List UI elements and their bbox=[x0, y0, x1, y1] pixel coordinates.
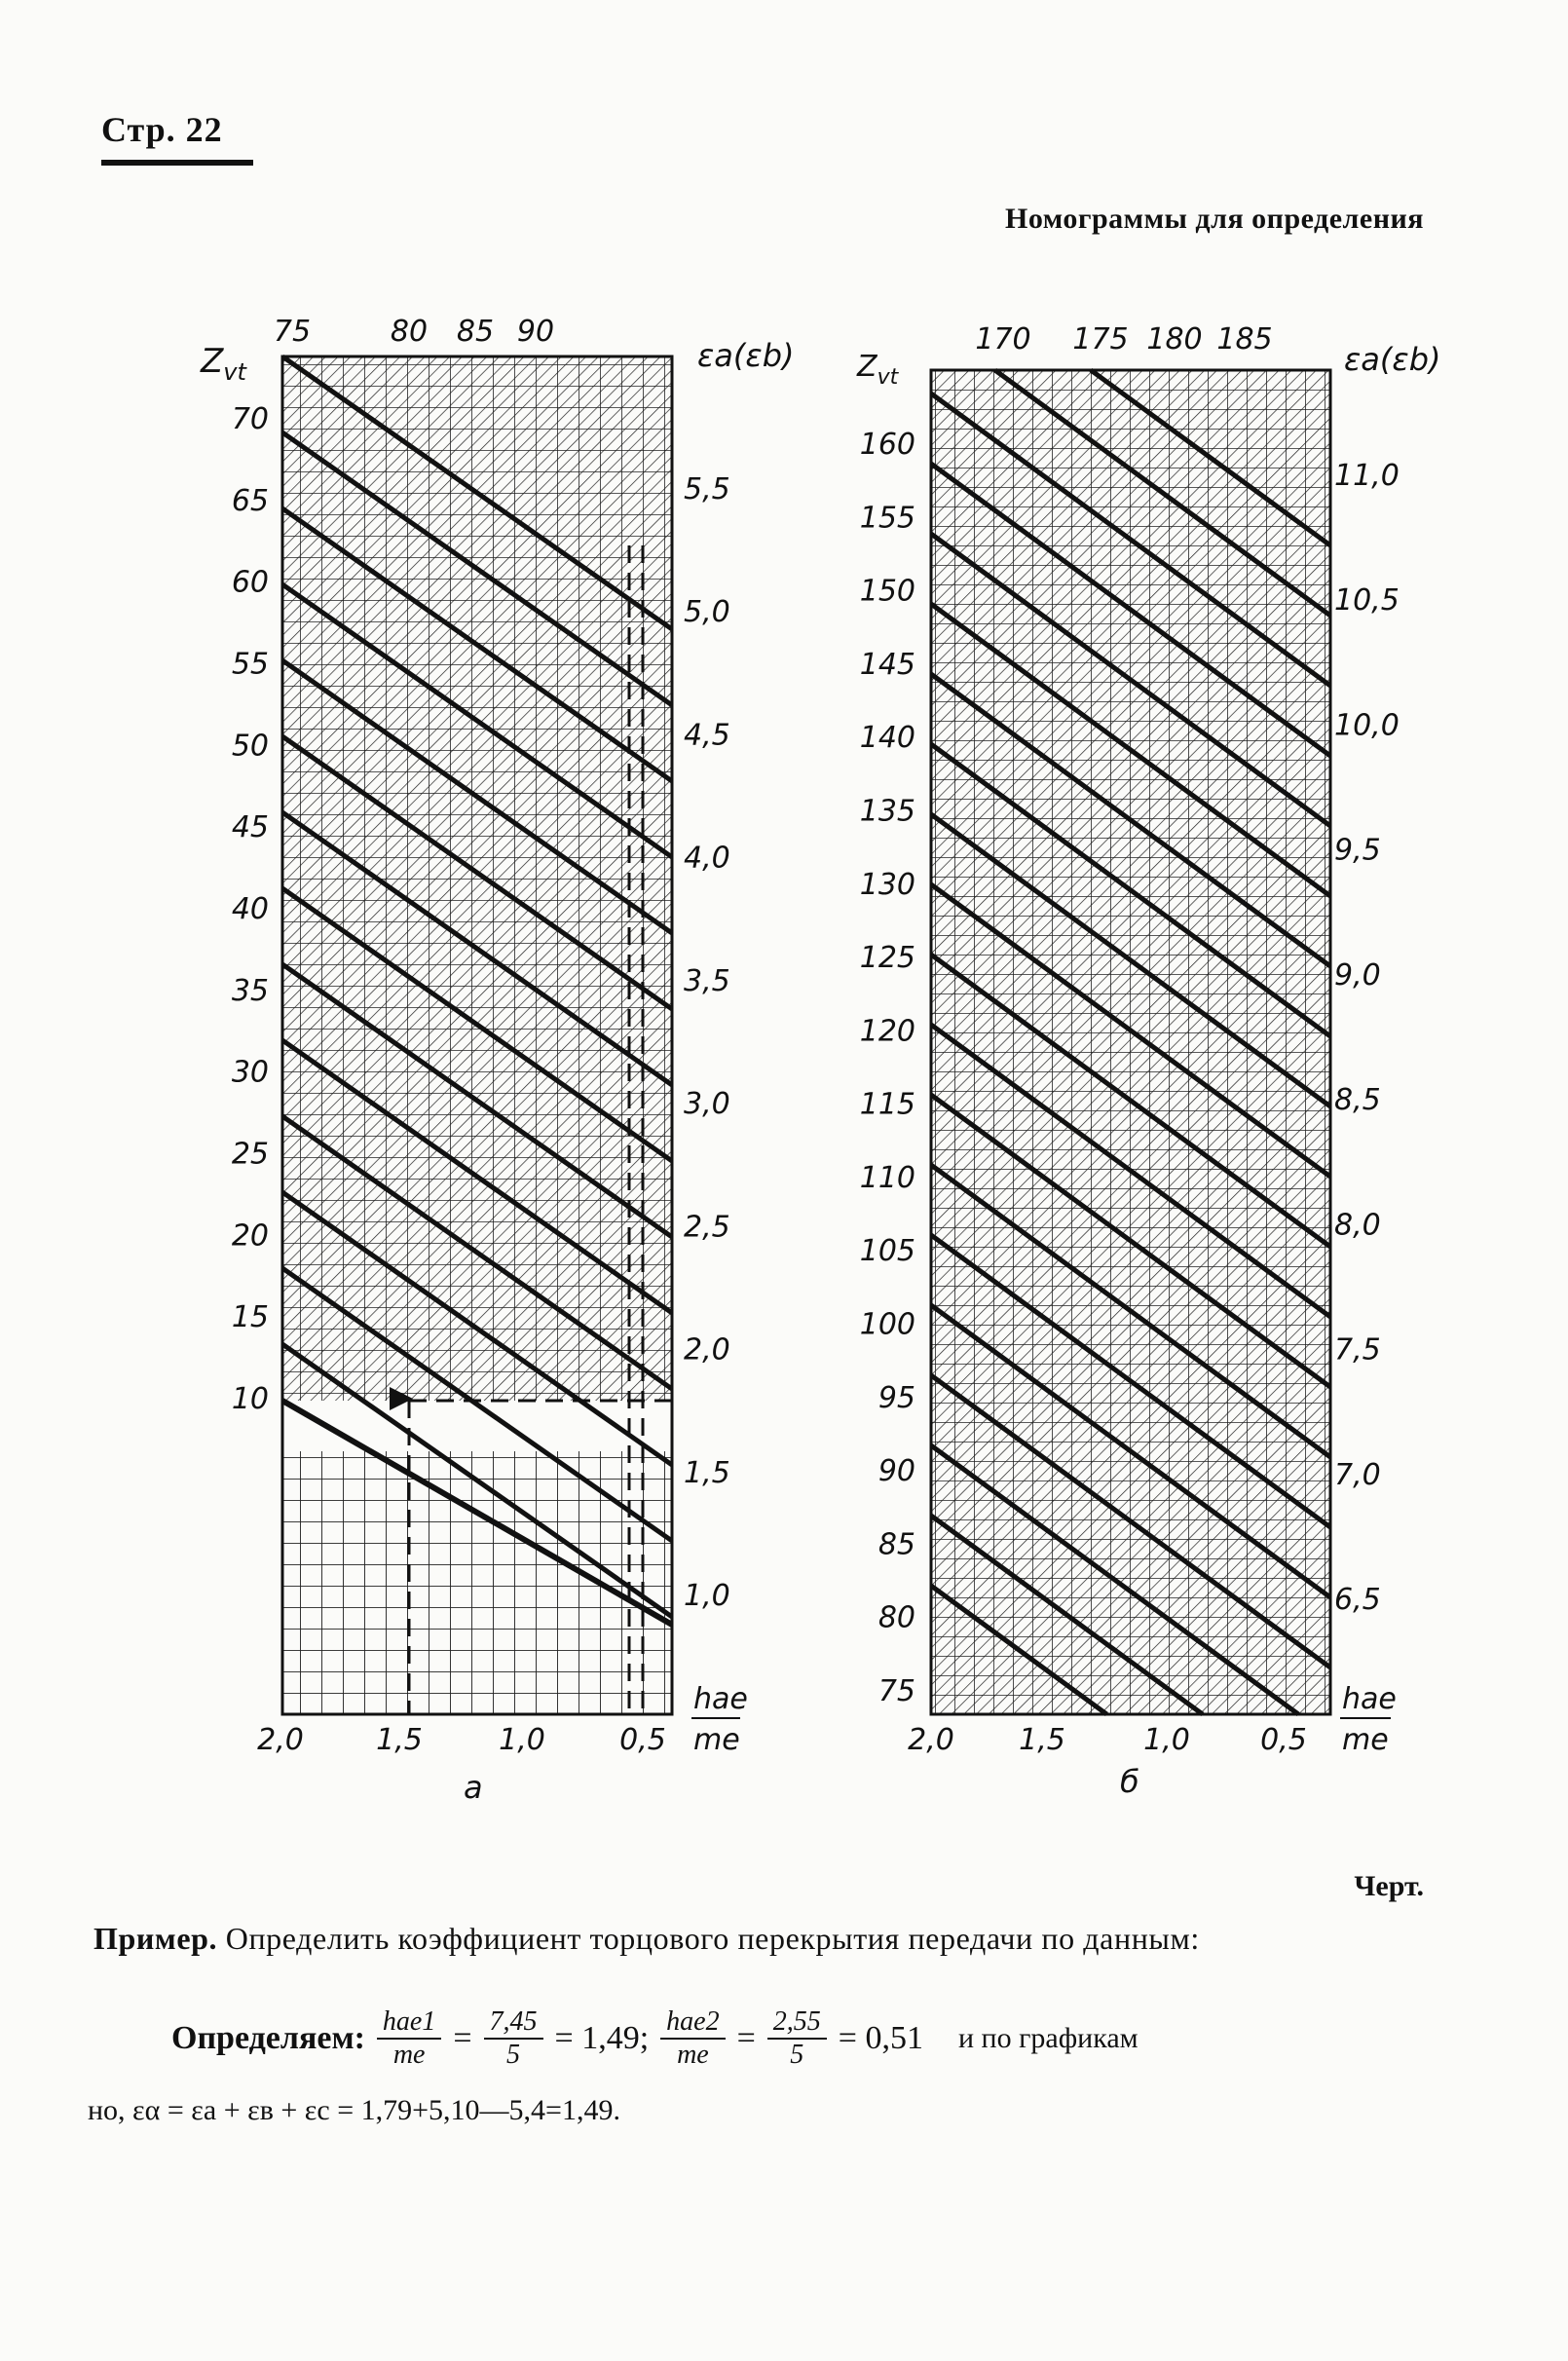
nomogram-a-epsilon-label: εa(εb) bbox=[697, 337, 795, 374]
nomogram-b-right-ticks bbox=[1334, 459, 1400, 1617]
nomogram-b-epsilon-label: εa(εb) bbox=[1344, 341, 1441, 378]
nomogram-b-caption: б bbox=[1120, 1763, 1139, 1800]
a-right-tick: 4,5 bbox=[684, 718, 730, 753]
example-paragraph bbox=[93, 1921, 1200, 1957]
b-left-tick: 115 bbox=[859, 1087, 915, 1122]
b-left-tick: 95 bbox=[877, 1380, 915, 1415]
b-top-tick: 170 bbox=[975, 322, 1031, 356]
b-top-tick: 175 bbox=[1072, 322, 1129, 356]
b-bottom-tick: 1,0 bbox=[1143, 1723, 1190, 1757]
a-top-tick: 80 bbox=[390, 315, 429, 349]
formula-lead: Определяем: bbox=[171, 2020, 365, 2056]
b-left-tick: 90 bbox=[877, 1454, 915, 1489]
nomogram-b-hae-label: hae bbox=[1342, 1682, 1397, 1716]
a-right-tick: 2,0 bbox=[684, 1332, 730, 1368]
a-left-tick: 55 bbox=[231, 647, 269, 682]
fraction-hae1-me: $\frac{\text{hae1}}{me}$ bbox=[377, 2006, 441, 2071]
b-right-tick: 10,0 bbox=[1334, 708, 1400, 743]
page-number: Стр. 22 bbox=[101, 110, 223, 149]
nomogram-a-plain-grid bbox=[282, 1451, 672, 1714]
b-left-tick: 145 bbox=[859, 647, 915, 682]
equals-sign: = bbox=[453, 2020, 472, 2056]
a-bottom-tick: 1,5 bbox=[376, 1723, 423, 1757]
b-right-tick: 11,0 bbox=[1334, 459, 1400, 493]
nomogram-a-z-label: $Z_{vt}$ bbox=[201, 342, 246, 386]
a-right-tick: 1,5 bbox=[684, 1455, 730, 1490]
b-bottom-tick: 1,5 bbox=[1019, 1723, 1065, 1757]
nomogram-b bbox=[856, 322, 1440, 1800]
a-left-tick: 65 bbox=[231, 483, 269, 518]
b-right-tick: 8,5 bbox=[1334, 1083, 1381, 1118]
a-left-tick: 70 bbox=[231, 402, 269, 436]
a-right-tick: 3,5 bbox=[684, 963, 730, 998]
a-top-tick: 75 bbox=[273, 315, 312, 349]
a-left-tick: 15 bbox=[231, 1300, 269, 1335]
b-right-tick: 7,0 bbox=[1334, 1457, 1381, 1492]
a-left-tick: 40 bbox=[231, 892, 269, 926]
b-left-tick: 80 bbox=[877, 1600, 915, 1635]
b-right-tick: 7,5 bbox=[1334, 1332, 1381, 1368]
example-text: Определить коэффициент торцового перекрытия передачи по данным: bbox=[225, 1921, 1200, 1956]
fraction-2-55-5: $\frac{2,55}{5}$ bbox=[767, 2006, 827, 2071]
a-left-tick: 45 bbox=[231, 810, 269, 845]
b-right-tick: 6,5 bbox=[1334, 1583, 1381, 1617]
nomogram-b-top-ticks bbox=[975, 322, 1272, 356]
b-left-tick: 85 bbox=[877, 1527, 915, 1562]
b-left-tick: 155 bbox=[859, 501, 915, 536]
b-right-tick: 8,0 bbox=[1334, 1208, 1381, 1243]
nomogram-a-hae-label: hae bbox=[693, 1682, 748, 1716]
a-bottom-tick: 2,0 bbox=[257, 1723, 304, 1757]
a-bottom-tick: 0,5 bbox=[619, 1723, 666, 1757]
nomogram-a-right-ticks bbox=[684, 472, 730, 1613]
a-top-tick: 85 bbox=[456, 315, 495, 349]
a-right-tick: 2,5 bbox=[684, 1210, 730, 1245]
section-heading: Номограммы для определения bbox=[1005, 203, 1424, 235]
figure-label: Черт. bbox=[1354, 1870, 1424, 1902]
a-left-tick: 60 bbox=[231, 565, 269, 600]
a-right-tick: 4,0 bbox=[684, 841, 730, 876]
b-right-tick: 9,5 bbox=[1334, 833, 1381, 868]
equals-sign-2: = bbox=[736, 2020, 756, 2056]
a-right-tick: 1,0 bbox=[684, 1579, 730, 1613]
result-line: но, εα = εa + εв + εc = 1,79+5,10—5,4=1,49. bbox=[88, 2094, 620, 2126]
b-right-tick: 9,0 bbox=[1334, 957, 1381, 993]
formula-tail: и по графикам bbox=[957, 2022, 1139, 2054]
b-left-tick: 125 bbox=[859, 941, 915, 976]
b-top-tick: 185 bbox=[1216, 322, 1273, 356]
b-left-tick: 160 bbox=[859, 428, 915, 462]
a-right-tick: 5,5 bbox=[684, 472, 730, 506]
a-left-tick: 20 bbox=[231, 1218, 269, 1254]
a-left-tick: 30 bbox=[231, 1055, 269, 1090]
b-left-tick: 150 bbox=[859, 574, 915, 609]
b-right-tick: 10,5 bbox=[1334, 583, 1400, 618]
b-left-tick: 75 bbox=[877, 1674, 915, 1708]
b-left-tick: 130 bbox=[859, 867, 915, 902]
b-left-tick: 110 bbox=[859, 1160, 915, 1195]
example-lead: Пример. bbox=[93, 1921, 218, 1956]
nomogram-a-left-ticks bbox=[232, 402, 269, 1416]
b-left-tick: 105 bbox=[859, 1234, 915, 1269]
a-right-tick: 5,0 bbox=[684, 595, 730, 630]
fraction-7-45-5: $\frac{7,45}{5}$ bbox=[484, 2006, 543, 2071]
a-top-tick: 90 bbox=[516, 315, 555, 349]
b-left-tick: 100 bbox=[859, 1307, 915, 1342]
b-left-tick: 140 bbox=[859, 721, 915, 756]
nomogram-a-top-ticks bbox=[274, 315, 554, 349]
a-left-tick: 50 bbox=[231, 729, 269, 764]
a-left-tick: 10 bbox=[231, 1382, 269, 1416]
nomogram-b-z-label: $Z_{vt}$ bbox=[857, 350, 899, 390]
a-left-tick: 35 bbox=[231, 973, 269, 1008]
a-right-tick: 3,0 bbox=[684, 1087, 730, 1122]
b-bottom-tick: 0,5 bbox=[1260, 1723, 1307, 1757]
fraction-hae2-me: $\frac{\text{hae2}}{me}$ bbox=[660, 2006, 725, 2071]
formula-line bbox=[171, 2006, 1139, 2071]
b-left-tick: 135 bbox=[859, 794, 915, 829]
nomogram-b-me-label: me bbox=[1342, 1723, 1389, 1757]
b-left-tick: 120 bbox=[859, 1014, 915, 1049]
result-2: = 0,51 bbox=[838, 2020, 923, 2056]
nomogram-a-me-label: me bbox=[693, 1723, 740, 1757]
nomogram-a-caption: а bbox=[464, 1769, 483, 1806]
nomogram-b-bottom-ticks bbox=[908, 1723, 1307, 1757]
nomogram-a-bottom-ticks bbox=[257, 1723, 666, 1757]
a-bottom-tick: 1,0 bbox=[499, 1723, 545, 1757]
nomogram-b-left-ticks bbox=[860, 428, 915, 1708]
result-1: = 1,49; bbox=[554, 2020, 650, 2056]
b-bottom-tick: 2,0 bbox=[908, 1723, 954, 1757]
b-top-tick: 180 bbox=[1146, 322, 1203, 356]
nomogram-a bbox=[200, 315, 794, 1806]
a-left-tick: 25 bbox=[231, 1137, 269, 1172]
